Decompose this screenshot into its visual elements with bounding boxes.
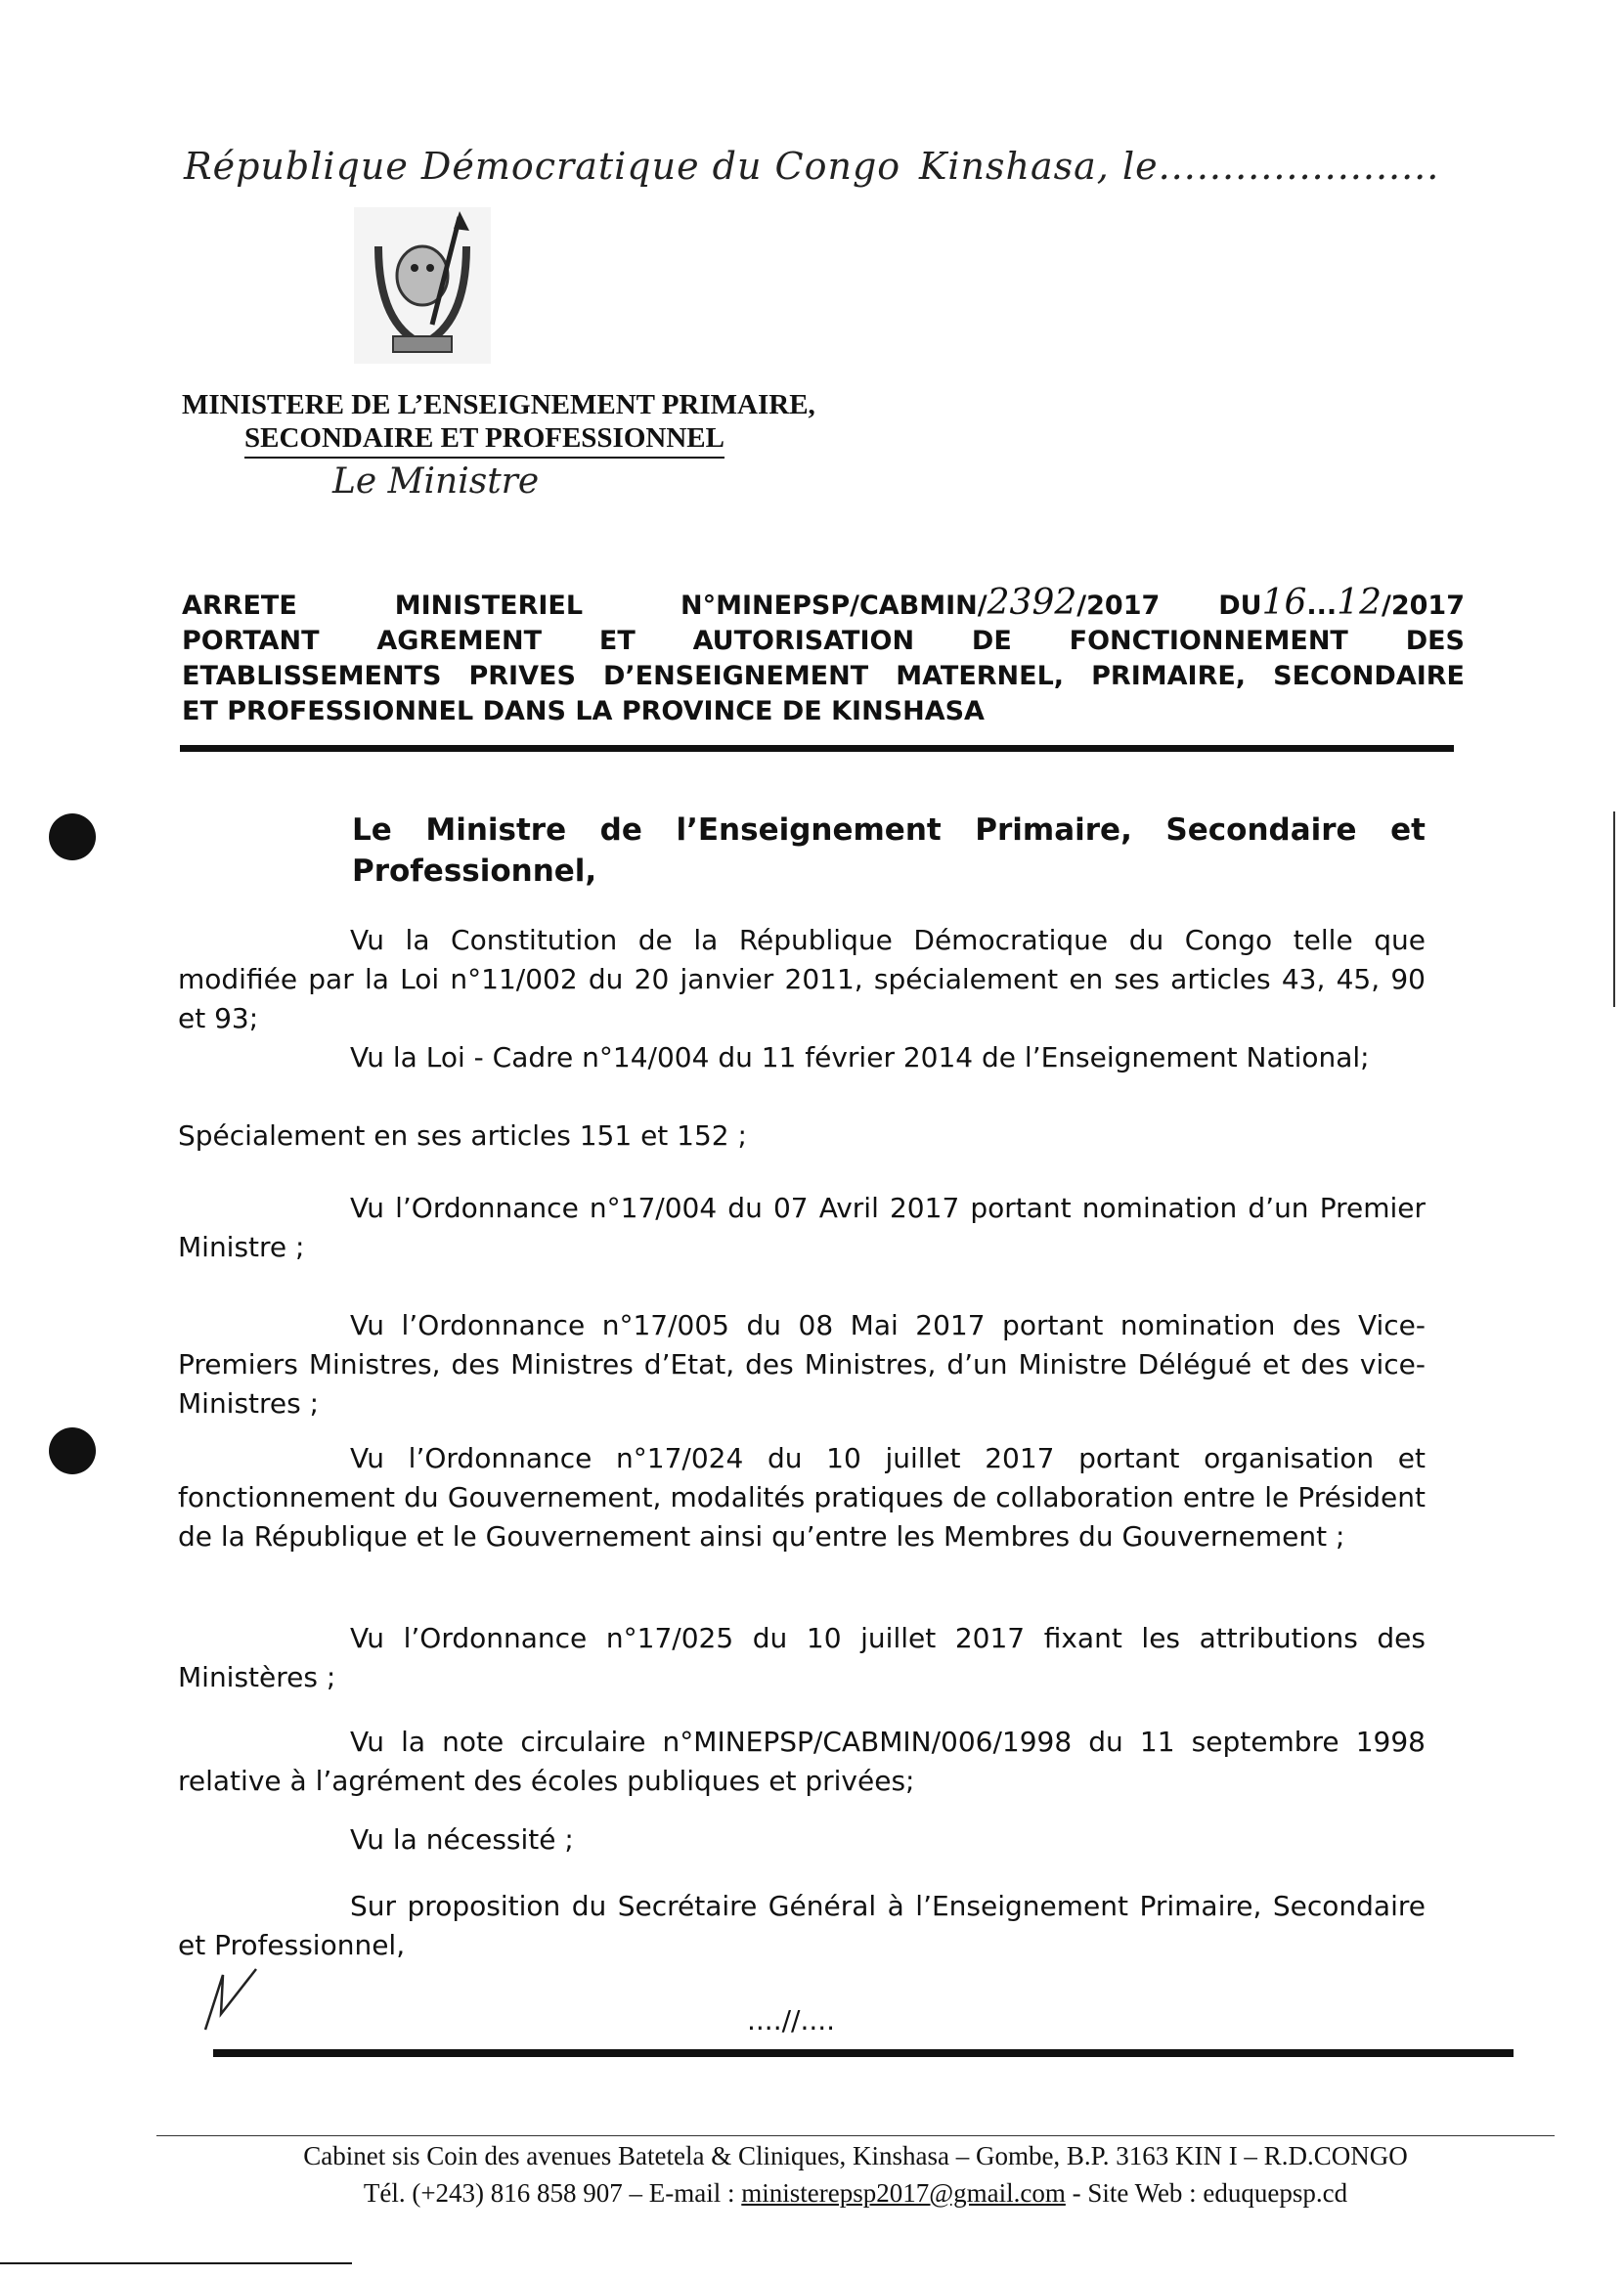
decree-title-line-4: ET PROFESSIONNEL DANS LA PROVINCE DE KINSHASA <box>182 696 985 726</box>
page-continuation: ....//.... <box>747 2004 836 2037</box>
country-heading: République Démocratique du Congo <box>184 145 901 188</box>
ministry-line-1: MINISTERE DE L’ENSEIGNEMENT PRIMAIRE, <box>182 389 815 420</box>
recital-proposition: Sur proposition du Secrétaire Général à l’Enseignement Primaire, Secondaire et Professionnel, <box>178 1890 1426 1961</box>
title-word: /2017 <box>1076 591 1161 621</box>
footer-address: Cabinet sis Coin des avenues Batetela & Cliniques, Kinshasa – Gombe, B.P. 3163 KIN I – R.D.CONGO <box>303 2141 1408 2170</box>
recital-ordonnance-005: Vu l’Ordonnance n°17/005 du 08 Mai 2017 portant nomination des Vice-Premiers Ministres, des Ministres d’Etat, des Ministres, d’un Ministre Délégué et des vice-Ministres ; <box>178 1309 1426 1420</box>
recital-ordonnance-004: Vu l’Ordonnance n°17/004 du 07 Avril 2017 portant nomination d’un Premier Ministre ; <box>178 1192 1426 1263</box>
recital-loi-cadre: Vu la Loi - Cadre n°14/004 du 11 février 2014 de l’Enseignement National; <box>350 1041 1370 1073</box>
minister-heading: Le Ministre <box>332 461 540 502</box>
footer-contact <box>156 2178 1555 2209</box>
coat-of-arms-icon <box>354 207 491 364</box>
recital-note-circulaire: Vu la note circulaire n°MINEPSP/CABMIN/006/1998 du 11 septembre 1998 relative à l’agrément des écoles publiques et privées; <box>178 1726 1426 1797</box>
footer-rule <box>156 2135 1555 2136</box>
scan-edge <box>0 2262 352 2264</box>
scan-edge <box>1613 811 1615 1007</box>
footer-tel: Tél. (+243) 816 858 907 – E-mail : <box>363 2178 742 2208</box>
place-date: Kinshasa, le...................... <box>919 145 1440 188</box>
recital-necessite: Vu la nécessité ; <box>350 1823 574 1856</box>
title-word: ARRETE <box>182 591 297 621</box>
recital-constitution: Vu la Constitution de la République Démocratique du Congo telle que modifiée par la Loi n°11/002 du 20 janvier 2011, spécialement en ses articles 43, 45, 90 et 93; <box>178 924 1426 1034</box>
recital-ordonnance-024: Vu l’Ordonnance n°17/024 du 10 juillet 2017 portant organisation et fonctionnement du Gouvernement, modalités pratiques de collaboration entre le Président de la République et le Gouvernement ainsi qu’entre les Membres du Gouvernement ; <box>178 1442 1426 1553</box>
ministry-line-2: SECONDAIRE ET PROFESSIONNEL <box>244 422 724 459</box>
title-word: /2017 <box>1381 591 1465 621</box>
title-word: DU <box>1218 591 1262 621</box>
title-rule <box>180 745 1454 752</box>
title-word: N°MINEPSP/CABMIN/ <box>680 591 988 621</box>
recital-loi-cadre-articles: Spécialement en ses articles 151 et 152 ; <box>178 1119 747 1152</box>
punch-hole-icon <box>49 813 96 860</box>
recital-ordonnance-025: Vu l’Ordonnance n°17/025 du 10 juillet 2017 fixant les attributions des Ministères ; <box>178 1622 1426 1693</box>
title-sep: ... <box>1306 591 1338 621</box>
handwritten-number: 2392 <box>987 583 1077 623</box>
minister-subject: Le Ministre de l’Enseignement Primaire, Secondaire et Professionnel, <box>352 812 1426 889</box>
footer-site: - Site Web : eduquepsp.cd <box>1065 2178 1348 2208</box>
handwritten-day: 16 <box>1261 583 1307 623</box>
paraph-initial-icon <box>201 1965 260 2034</box>
decree-title-line-1 <box>182 583 1465 623</box>
decree-title-line-2: PORTANT AGREMENT ET AUTORISATION DE FONCTIONNEMENT DES <box>182 626 1465 656</box>
footer-email-link[interactable]: ministerepsp2017@gmail.com <box>741 2178 1066 2208</box>
decree-title-line-3: ETABLISSEMENTS PRIVES D’ENSEIGNEMENT MATERNEL, PRIMAIRE, SECONDAIRE <box>182 661 1465 691</box>
handwritten-month: 12 <box>1337 583 1382 623</box>
punch-hole-icon <box>49 1427 96 1474</box>
bottom-rule <box>213 2049 1514 2057</box>
title-word: MINISTERIEL <box>394 591 584 621</box>
